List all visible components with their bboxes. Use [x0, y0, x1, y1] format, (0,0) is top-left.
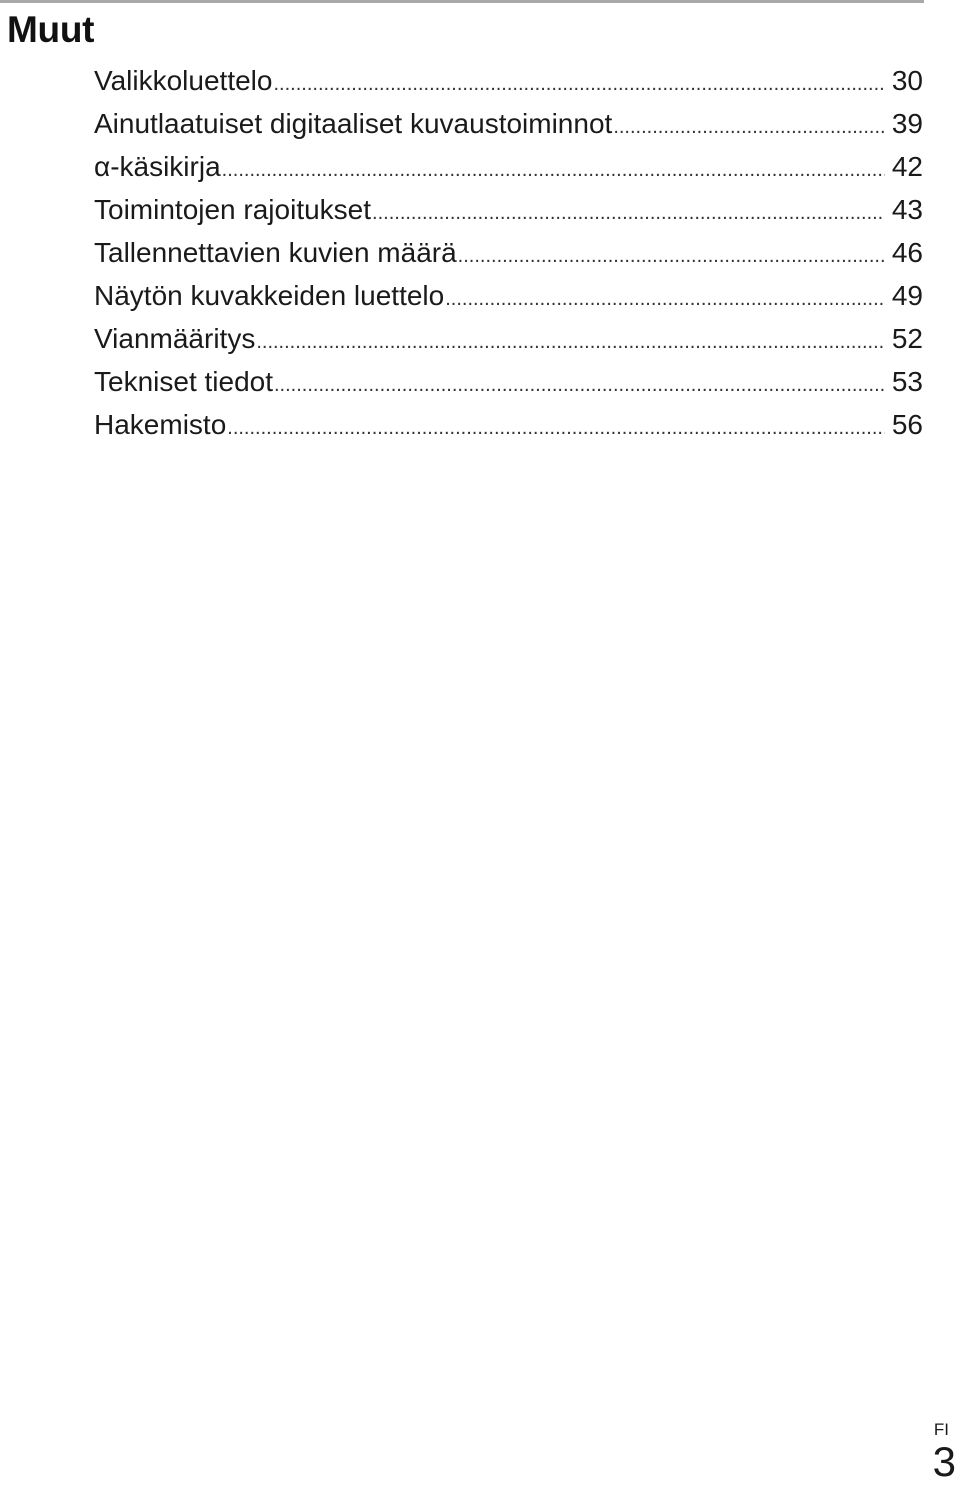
toc-entry-page: 30 [891, 65, 923, 96]
toc-dot-leader [222, 149, 885, 192]
toc-entry-page: 39 [891, 108, 923, 139]
toc-entry-title: Ainutlaatuiset digitaaliset kuvaustoiminnot [94, 108, 613, 139]
toc-entry-page: 52 [891, 323, 923, 354]
toc-entry-kuvakkeiden-luettelo[interactable] [94, 274, 923, 317]
toc-entry-vianmaaritys[interactable] [94, 317, 923, 360]
toc-entry-title: Toimintojen rajoitukset [94, 194, 372, 225]
toc-entry-title: Tallennettavien kuvien määrä [94, 237, 457, 268]
toc-entry-tekniset-tiedot[interactable] [94, 360, 923, 403]
toc-dot-leader [273, 63, 885, 106]
toc-entry-page: 53 [891, 366, 923, 397]
toc-entry-title: α-käsikirja [94, 151, 221, 182]
toc-entry-page: 49 [891, 280, 923, 311]
toc-entry-title: Näytön kuvakkeiden luettelo [94, 280, 445, 311]
section-heading: Muut [7, 9, 95, 50]
toc-entry-kasikirja[interactable] [94, 145, 923, 188]
top-rule [0, 0, 924, 3]
toc-entry-page: 43 [891, 194, 923, 225]
toc-dot-leader [613, 106, 885, 149]
page-number: 3 [932, 1438, 956, 1485]
table-of-contents [94, 59, 923, 446]
toc-entry-title: Vianmääritys [94, 323, 256, 354]
toc-dot-leader [372, 192, 885, 235]
toc-entry-rajoitukset[interactable] [94, 188, 923, 231]
toc-dot-leader [445, 278, 885, 321]
toc-dot-leader [458, 235, 885, 278]
toc-dot-leader [274, 364, 885, 407]
toc-entry-page: 42 [891, 151, 923, 182]
toc-entry-title: Hakemisto [94, 409, 227, 440]
toc-dot-leader [256, 321, 885, 364]
language-code: FI [933, 1420, 949, 1439]
toc-entry-kuvien-maara[interactable] [94, 231, 923, 274]
toc-dot-leader [227, 407, 885, 450]
toc-entry-title: Tekniset tiedot [94, 366, 273, 397]
toc-entry-hakemisto[interactable] [94, 403, 923, 446]
toc-entry-ainutlaatuiset[interactable] [94, 102, 923, 145]
toc-entry-title: Valikkoluettelo [94, 65, 273, 96]
toc-entry-page: 46 [891, 237, 923, 268]
toc-entry-page: 56 [891, 409, 923, 440]
toc-entry-valikkoluettelo[interactable] [94, 59, 923, 102]
